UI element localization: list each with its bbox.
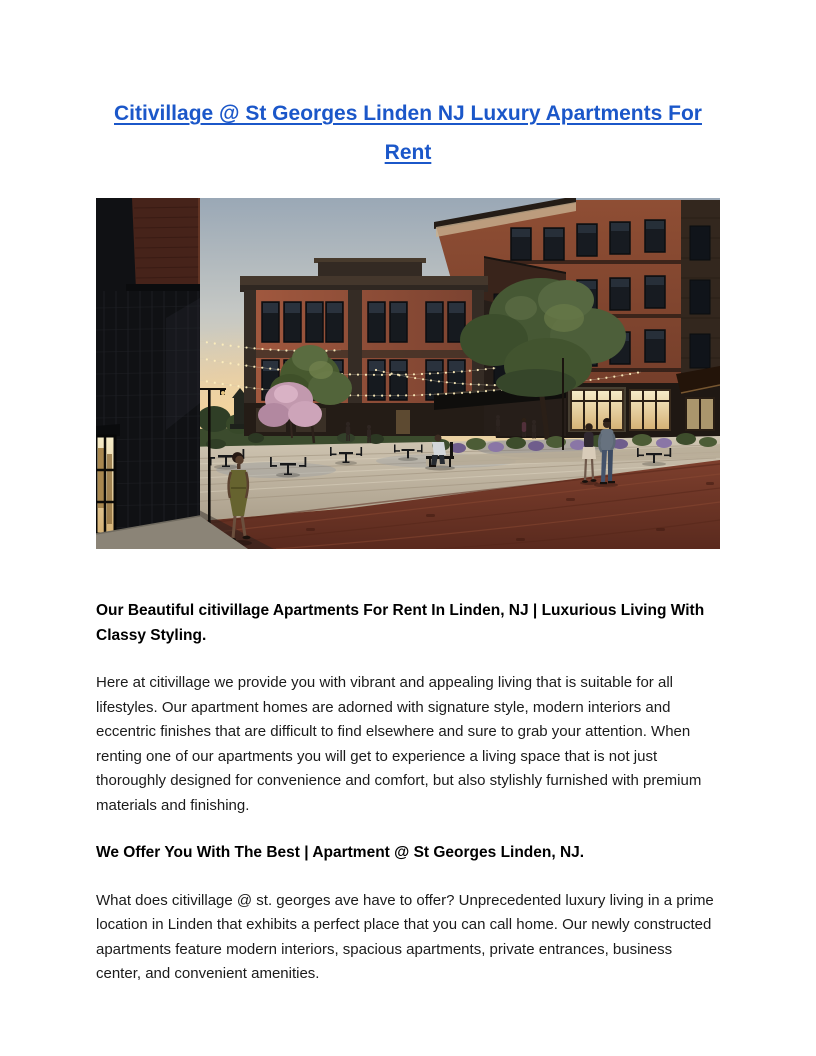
section-intro xyxy=(96,599,720,818)
small-pole xyxy=(562,358,564,450)
lit-shop-window xyxy=(96,436,115,534)
section-heading: We Offer You With The Best | Apartment @ St Georges Linden, NJ. xyxy=(96,844,585,861)
section-paragraph: Here at citivillage we provide you with vibrant and appealing living that is suitable for all lifestyles. Our apartment homes are adorned with signature style, modern interiors and eccentric finishes that are difficult to find elsewhere and sure to grab your attention. When renting one of our apartments you will get to experience a living space that is not just thoroughly designed for convenience and comfort, but also stylishly furnished with premium materials and finishing. xyxy=(96,674,702,814)
page-title xyxy=(96,94,720,172)
title-link[interactable]: Citivillage @ St Georges Linden NJ Luxury Apartments For Rent xyxy=(114,102,702,164)
section-heading: Our Beautiful citivillage Apartments For Rent In Linden, NJ | Luxurious Living With Classy Styling. xyxy=(96,602,705,644)
section-offer xyxy=(96,841,720,987)
section-paragraph: What does citivillage @ st. georges ave have to offer? Unprecedented luxury living in a prime location in Linden that exhibits a perfect place that you can call home. Our newly constructed apartments feature modern interiors, spacious apartments, private entrances, business center, and convenient amenities. xyxy=(96,891,714,982)
hero-image xyxy=(96,198,720,549)
